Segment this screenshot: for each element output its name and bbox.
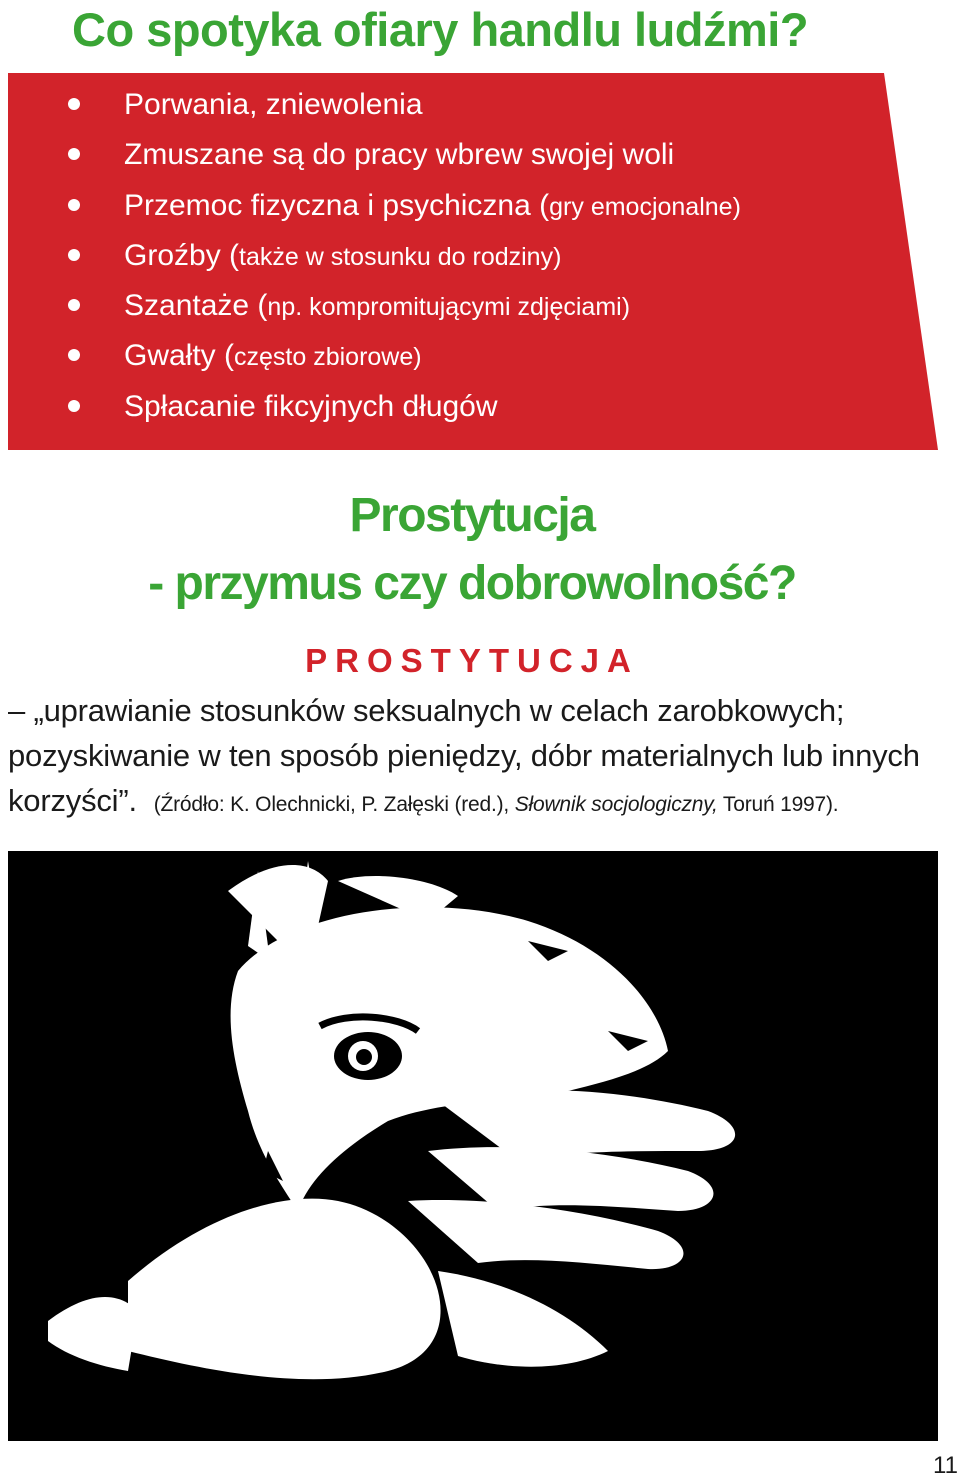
page-number: 11: [933, 1452, 958, 1479]
bullet-text-small: także w stosunku do rodziny): [239, 242, 562, 271]
source-suffix: Toruń 1997).: [722, 793, 839, 816]
bullet-text-small: np. kompromitującymi zdjęciami): [267, 293, 631, 322]
bullet-text: Przemoc fizyczna i psychiczna (: [124, 188, 550, 222]
subheading-line2: - przymus czy dobrowolność?: [148, 557, 796, 610]
bullet-item: [60, 231, 741, 281]
bullet-dot-icon: [68, 199, 80, 211]
bullet-dot-icon: [68, 148, 80, 160]
bullet-item: [60, 181, 741, 231]
bullet-item: [60, 80, 741, 130]
page-heading: Co spotyka ofiary handlu ludźmi?: [72, 3, 809, 56]
bullet-item: [60, 130, 741, 180]
bullet-text: Porwania, zniewolenia: [124, 88, 423, 121]
bullet-text: Spłacanie fikcyjnych długów: [124, 389, 498, 423]
bullet-text: Gwałty (: [124, 339, 235, 373]
bullet-text: Groźby (: [124, 238, 240, 272]
source-citation: [154, 793, 839, 816]
bullet-dot-icon: [68, 98, 80, 110]
source-title: Słownik socjologiczny,: [514, 793, 718, 816]
bullet-item: [60, 382, 741, 432]
bullet-dot-icon: [68, 400, 80, 412]
bullet-text-small: często zbiorowe): [234, 343, 422, 372]
term-heading: PROSTYTUCJA: [305, 642, 639, 679]
bullet-item: [60, 281, 741, 331]
subheading-line1: Prostytucja: [349, 489, 595, 542]
bullet-dot-icon: [68, 349, 80, 361]
bullet-text-small: gry emocjonalne): [549, 192, 741, 221]
bullet-list: [60, 80, 741, 432]
source-prefix: (Źródło: K. Olechnicki, P. Załęski (red.),: [153, 793, 510, 816]
definition-paragraph: [8, 688, 943, 827]
bullet-item: [60, 331, 741, 381]
bullet-dot-icon: [68, 249, 80, 261]
bullet-text: Zmuszane są do pracy wbrew swojej woli: [124, 138, 675, 172]
bullet-dot-icon: [68, 299, 80, 311]
bullet-text: Szantaże (: [124, 289, 268, 323]
definition-text: – „uprawianie stosunków seksualnych w celach zarobkowych; pozyskiwanie w ten sposób pieniędzy, dóbr materialnych lub innych korzyści”.: [8, 693, 920, 818]
woman-face-photo-icon: [8, 851, 938, 1441]
